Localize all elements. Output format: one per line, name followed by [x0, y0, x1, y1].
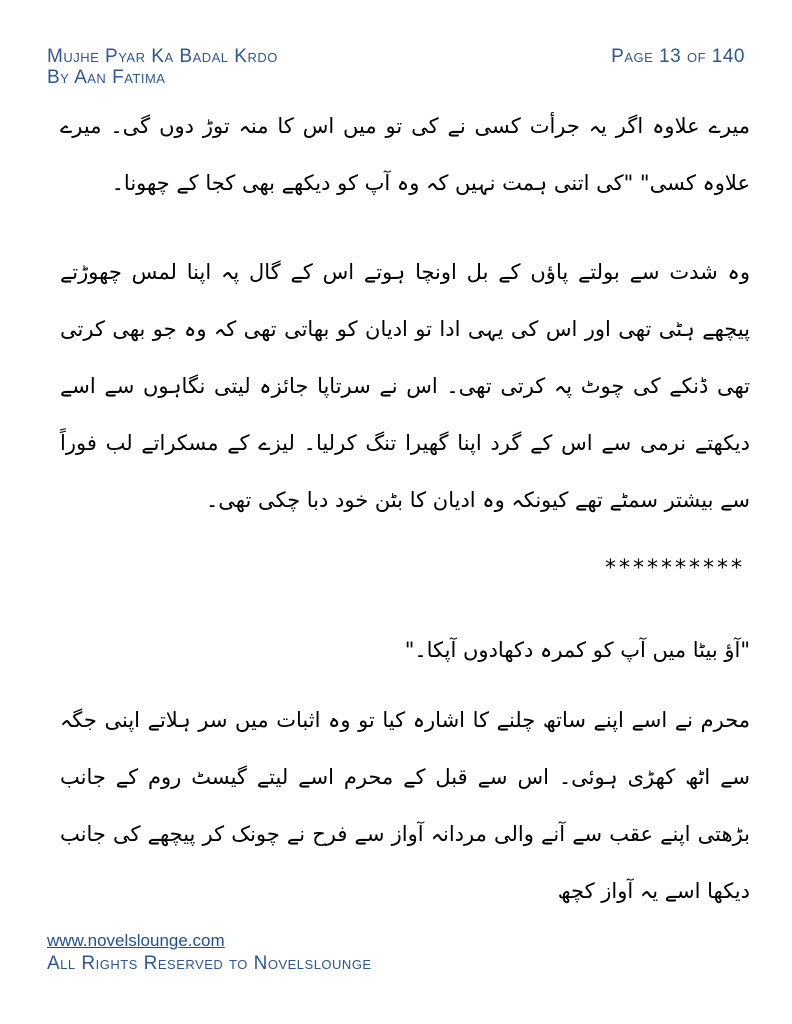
book-author: By Aan Fatima — [47, 67, 166, 88]
paragraph-1: میرے علاوہ اگر یہ جرأت کسی نے کی تو میں اس کا منہ توڑ دوں گی۔ میرے علاوہ کسی" "کی اتنی ہمت نہیں کہ وہ آپ کو دیکھے بھی کجا کے چھونا۔ — [60, 114, 750, 195]
book-title: Mujhe Pyar Ka Badal Krdo — [47, 46, 278, 67]
paragraph-4: محرم نے اسے اپنے ساتھ چلنے کا اشارہ کیا تو وہ اثبات میں سر ہلاتے اپنی جگہ سے اٹھ کھڑی ہوئی۔ اس سے قبل کے محرم اسے لیتے گیسٹ روم کے جانب بڑھتی اپنے عقب سے آنے والی مردانہ آواز سے فرح نے چونک کر پیچھے کی جانب دیکھا اسے یہ آواز کچھ — [60, 708, 750, 903]
section-separator: ********** — [605, 556, 745, 581]
copyright-notice: All Rights Reserved to Novelslounge — [47, 953, 372, 974]
paragraph-2: وہ شدت سے بولتے پاؤں کے بل اونچا ہوتے اس کے گال پہ اپنا لمس چھوڑتے پیچھے ہٹی تھی اور اس کی یہی ادا تو ادیان کو بھاتی تھی کہ وہ جو بھی کرتی تھی ڈنکے کی چوٹ پہ کرتی تھی۔ اس نے سرتاپا جائزہ لیتی نگاہوں سے اسے دیکھتے نرمی سے اس کے گرد اپنا گھیرا تنگ کرلیا۔ لیزے کے مسکراتے لب فوراً سے بیشتر سمٹے تھے کیونکہ وہ ادیان کا بٹن خود دبا چکی تھی۔ — [60, 260, 750, 512]
website-link[interactable]: www.novelslounge.com — [47, 931, 225, 950]
page-number: Page 13 of 140 — [611, 46, 745, 67]
paragraph-3: "آؤ بیٹا میں آپ کو کمرہ دکھادوں آپکا۔" — [404, 638, 750, 662]
